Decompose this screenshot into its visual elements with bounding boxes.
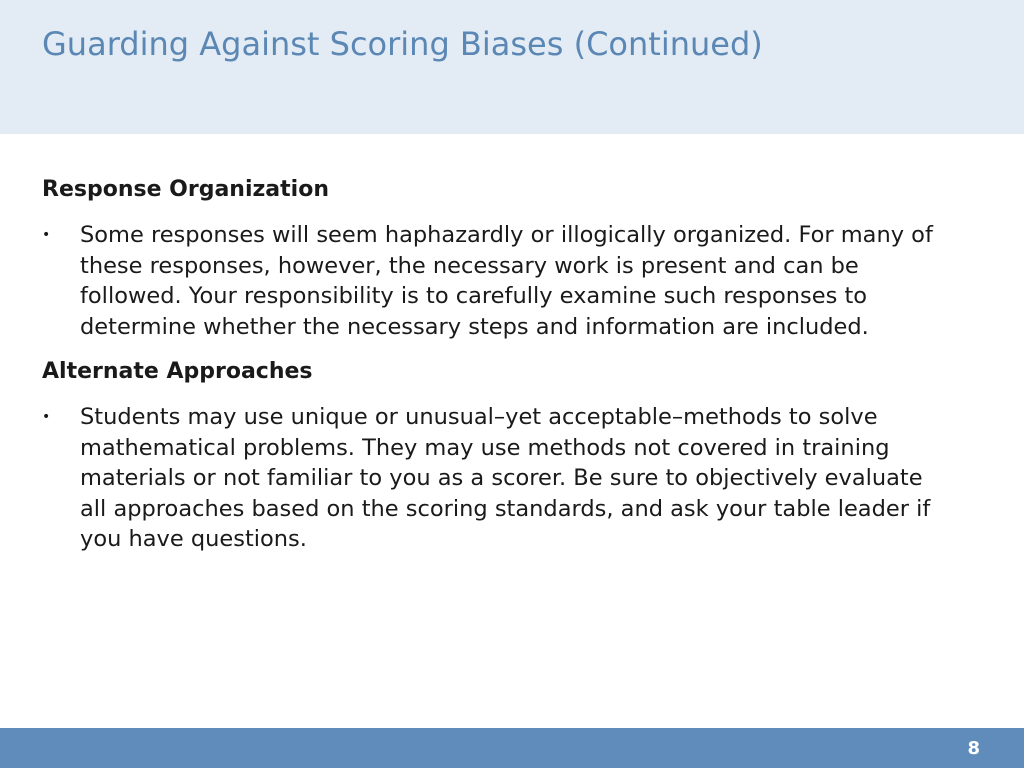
bullet-text: Students may use unique or unusual–yet acceptable–methods to solve mathematical problems. They may use methods not covered in training materials or not familiar to you as a scorer. Be sure to objectively evaluate all approaches based on the scoring standards, and ask your table leader if you have questions. [80, 404, 931, 552]
section-heading: Alternate Approaches [42, 359, 313, 384]
bullet-text: Some responses will seem haphazardly or illogically organized. For many of these responses, however, the necessary work is present and can be followed. Your responsibility is to carefully examine such responses to determine whether the necessary steps and information are included. [80, 222, 933, 340]
page-number: 8 [967, 738, 980, 759]
bullet-icon: • [42, 409, 51, 425]
footer-band [0, 728, 1024, 768]
slide-content [42, 174, 952, 569]
slide-title: Guarding Against Scoring Biases (Continued) [42, 25, 763, 63]
header-band [0, 0, 1024, 134]
bullet-item [42, 220, 952, 342]
section-alternate-approaches [42, 356, 952, 555]
bullet-icon: • [42, 227, 51, 243]
section-heading: Response Organization [42, 177, 329, 202]
bullet-item [42, 402, 952, 555]
section-response-organization [42, 174, 952, 342]
